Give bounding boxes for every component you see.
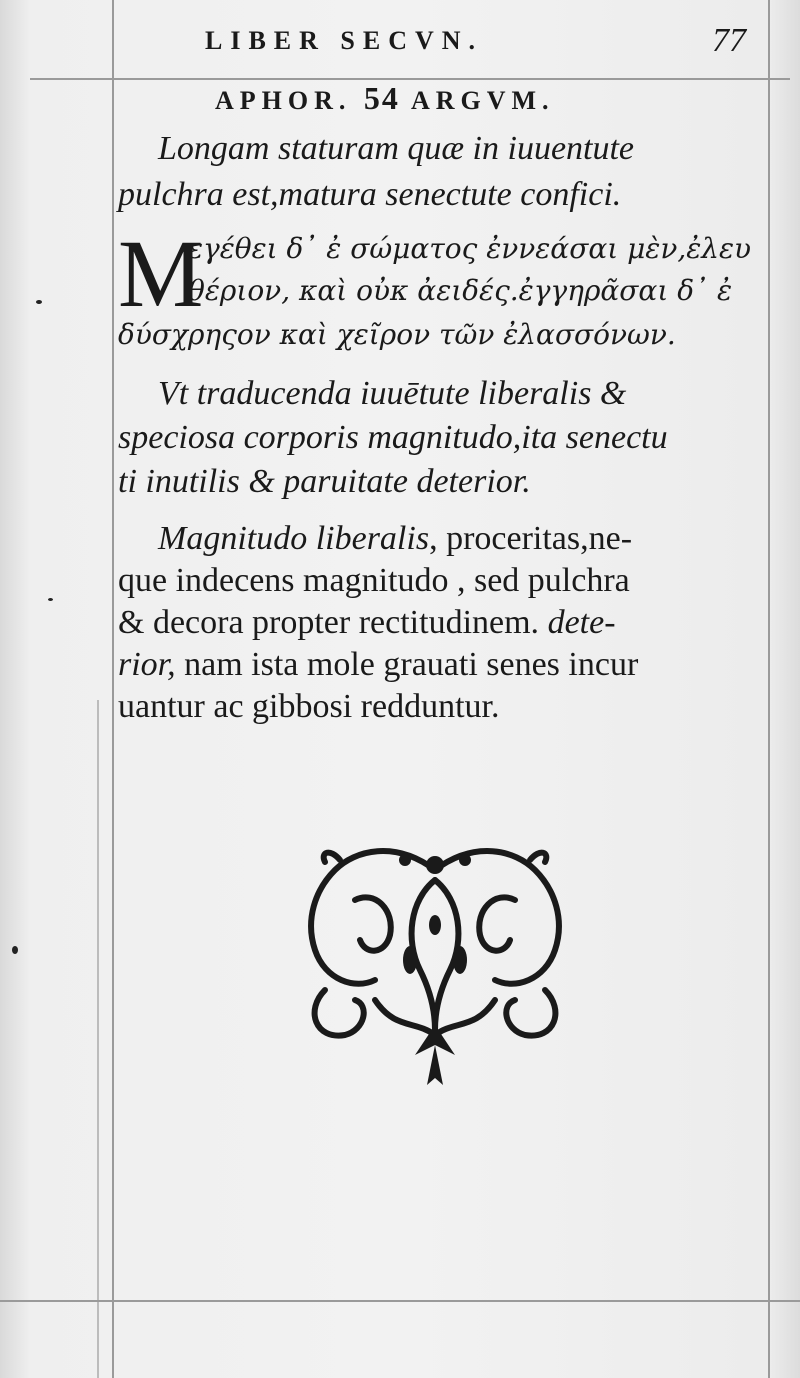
commentary-line-3-text: & decora propter rectitudinem. [118,604,540,641]
margin-rule-right [768,0,770,1378]
aphorism-number: 54 [363,80,400,116]
printers-ornament [295,840,575,1090]
commentary-line-1-rest: , proceritas,ne- [429,520,633,557]
translation-line-3: ti inutilis & paruitate deterior. [118,463,531,500]
greek-initial: M [118,220,204,327]
commentary-lemma-2: dete- [547,604,616,641]
argument-line-2: pulchra est,matura senectute confici. [118,176,622,213]
translation-line-2: speciosa corporis magnitudo,ita senectu [118,419,668,456]
aphorism-heading [215,80,675,117]
argument-line-1: Longam staturam quæ in iuuentute [158,130,635,167]
ink-speck [48,598,53,601]
commentary-line-1 [118,518,768,560]
greek-line-2: θέριον, καὶ οὐκ ἀειδές.ἐγγηρᾶσαι δ᾽ ἐ [188,274,732,307]
commentary-line-2: que indecens magnitudo , sed pulchra [118,562,630,599]
ink-speck [12,946,18,954]
translation-paragraph [118,372,768,504]
margin-rule-left-outer [97,700,99,1378]
footer-rule [0,1300,800,1302]
argument-paragraph [118,126,768,218]
commentary-paragraph [118,518,768,728]
commentary-line-4 [118,644,768,686]
aphorism-prefix: APHOR. [215,86,352,115]
greek-line-1: εγέθει δ᾽ ἐ σώματος ἐννεάσαι μὲν,ἐλευ [188,232,752,265]
commentary-line-4-rest: nam ista mole grauati senes incur [184,646,639,683]
commentary-line-5: uantur ac gibbosi redduntur. [118,688,500,725]
ink-speck [36,300,42,304]
greek-line-3: δύσχρηςον καὶ χεῖρον τῶν ἐλασσόνων. [118,318,676,351]
commentary-line-3 [118,602,768,644]
margin-rule-left [112,0,114,1378]
translation-line-1: Vt traducenda iuuētute liberalis & [158,375,627,412]
commentary-lemma: Magnitudo liberalis [158,520,430,557]
page-number: 77 [712,22,746,59]
commentary-lemma-2-end: rior, [118,646,176,683]
running-title: LIBER SECVN. [205,26,484,55]
aphorism-suffix: ARGVM. [410,86,555,115]
